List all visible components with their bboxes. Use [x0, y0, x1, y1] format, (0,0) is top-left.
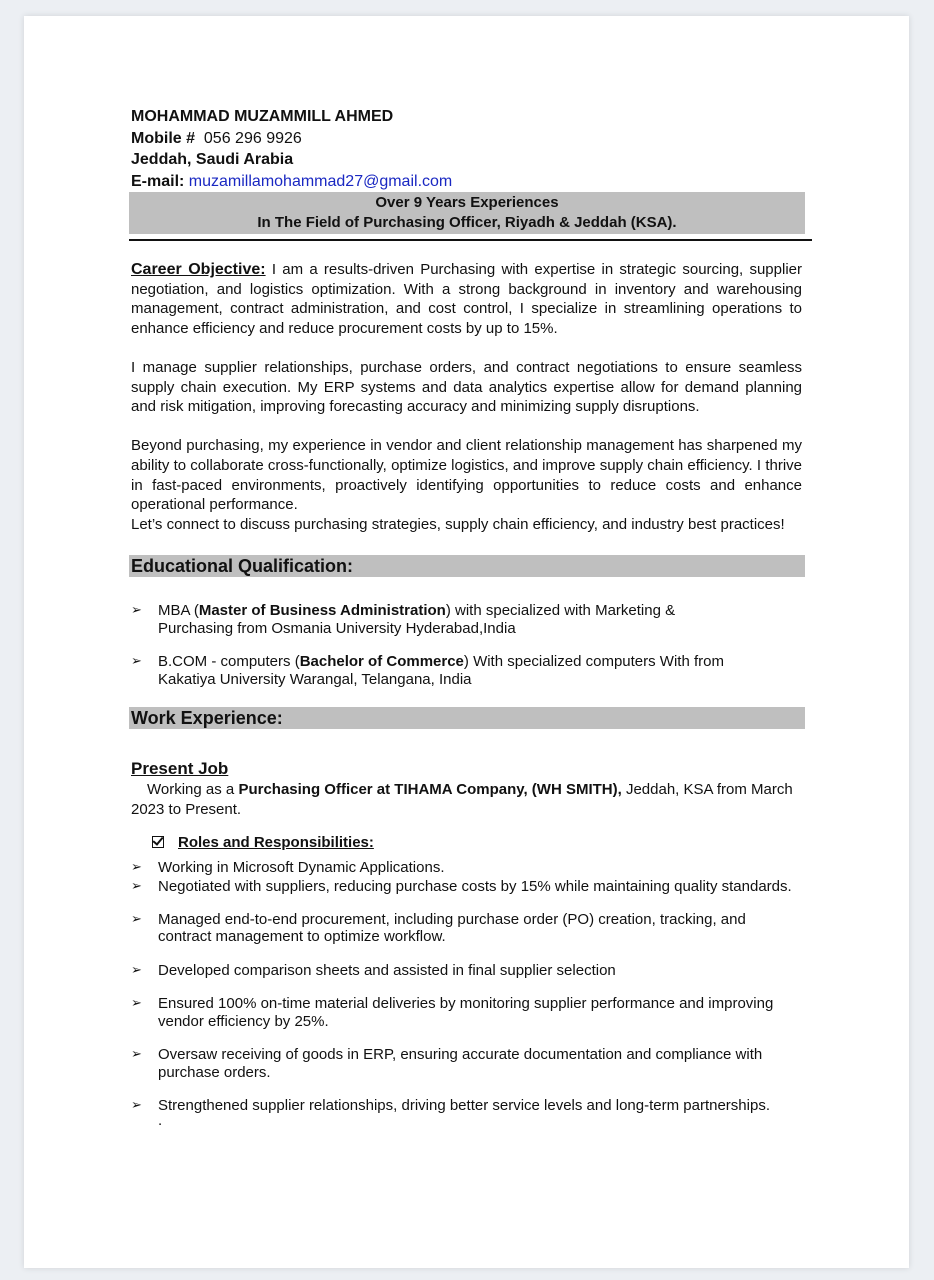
candidate-name: MOHAMMAD MUZAMMILL AHMED	[131, 108, 394, 125]
list-item: ➢ Oversaw receiving of goods in ERP, ensuring accurate documentation and compliance with purchase orders.	[131, 1046, 763, 1081]
email-link[interactable]: muzamillamohammad27@gmail.com	[188, 172, 453, 190]
arrow-bullet-icon: ➢	[131, 996, 142, 1011]
education-list	[131, 602, 802, 688]
resume-content	[131, 106, 802, 1127]
email-label: E-mail:	[131, 172, 185, 190]
location: Jeddah, Saudi Arabia	[131, 151, 294, 168]
education-item: ➢ B.COM - computers (Bachelor of Commerce) With specialized computers With from Kakatiya University Warangal, Telangana, India	[131, 653, 724, 688]
arrow-bullet-icon: ➢	[131, 879, 142, 894]
list-item: ➢ Working in Microsoft Dynamic Applications.	[131, 858, 445, 876]
arrow-bullet-icon: ➢	[131, 654, 142, 670]
roles-label: Roles and Responsibilities:	[178, 833, 374, 851]
checkbox-checked-icon	[152, 836, 164, 848]
resume-page	[24, 16, 909, 1268]
arrow-bullet-icon: ➢	[131, 1047, 142, 1062]
arrow-bullet-icon: ➢	[131, 911, 142, 927]
objective-paragraph-3: Beyond purchasing, my experience in vendor and client relationship management has sharpened my ability to collaborate cross-functionally, optimize logistics, and improve supply chain efficiency. I thrive in fast-paced environments, proactively identifying opportunities to reduce costs and enhance operational performance.	[131, 437, 802, 514]
career-objective-label: Career Objective:	[131, 261, 266, 278]
objective-paragraph-2: I manage supplier relationships, purchase orders, and contract negotiations to ensure seamless supply chain execution. My ERP systems and data analytics expertise allow for demand planning and risk mitigation, improving forecasting accuracy and minimizing supply disruptions.	[131, 358, 802, 416]
experience-banner	[129, 192, 805, 234]
education-item: ➢ MBA (Master of Business Administration) with specialized with Marketing & Purchasing from Osmania University Hyderabad,India	[131, 602, 676, 637]
present-job-intro: Working as a Purchasing Officer at TIHAMA Company, (WH SMITH), Jeddah, KSA from March 2023 to Present.	[131, 781, 793, 818]
list-item: ➢ Ensured 100% on-time material deliveries by monitoring supplier performance and improving vendor efficiency by 25%.	[131, 995, 774, 1030]
arrow-bullet-icon: ➢	[131, 1098, 142, 1113]
list-item: ➢ Managed end-to-end procurement, including purchase order (PO) creation, tracking, and contract management to optimize workflow.	[131, 910, 746, 945]
list-item: ➢ Developed comparison sheets and assisted in final supplier selection	[131, 961, 616, 979]
objective-paragraph-1	[131, 260, 802, 338]
objective-text-1: I am a results-driven Purchasing with expertise in strategic sourcing, supplier negotiation, and logistics optimization. With a strong background in inventory and warehousing management, contract administration, and cost control, I specialize in streamlining operations to enhance efficiency and reduce procurement costs by up to 15%.	[131, 261, 802, 337]
mobile-number: 056 296 9926	[203, 129, 302, 147]
arrow-bullet-icon: ➢	[131, 603, 142, 619]
roles-heading	[152, 833, 802, 852]
education-heading: Educational Qualification:	[129, 555, 805, 577]
objective-paragraph-4: Let’s connect to discuss purchasing strategies, supply chain efficiency, and industry best practices!	[131, 515, 785, 533]
banner-line-1: Over 9 Years Experiences	[375, 194, 559, 211]
email-line	[131, 171, 802, 193]
mobile-line	[131, 128, 802, 150]
list-item: ➢ Strengthened supplier relationships, driving better service levels and long-term partnerships.	[131, 1097, 770, 1114]
list-item: ➢ Negotiated with suppliers, reducing purchase costs by 15% while maintaining quality standards.	[131, 878, 792, 895]
arrow-bullet-icon: ➢	[131, 962, 142, 978]
responsibilities-list	[131, 859, 802, 1115]
work-experience-heading: Work Experience:	[129, 707, 805, 729]
present-job-title: Present Job	[131, 759, 229, 779]
banner-line-2: In The Field of Purchasing Officer, Riyadh & Jeddah (KSA).	[257, 213, 677, 231]
arrow-bullet-icon: ➢	[131, 859, 142, 875]
mobile-label: Mobile #	[131, 129, 196, 147]
trailing-dot: .	[158, 1111, 163, 1129]
